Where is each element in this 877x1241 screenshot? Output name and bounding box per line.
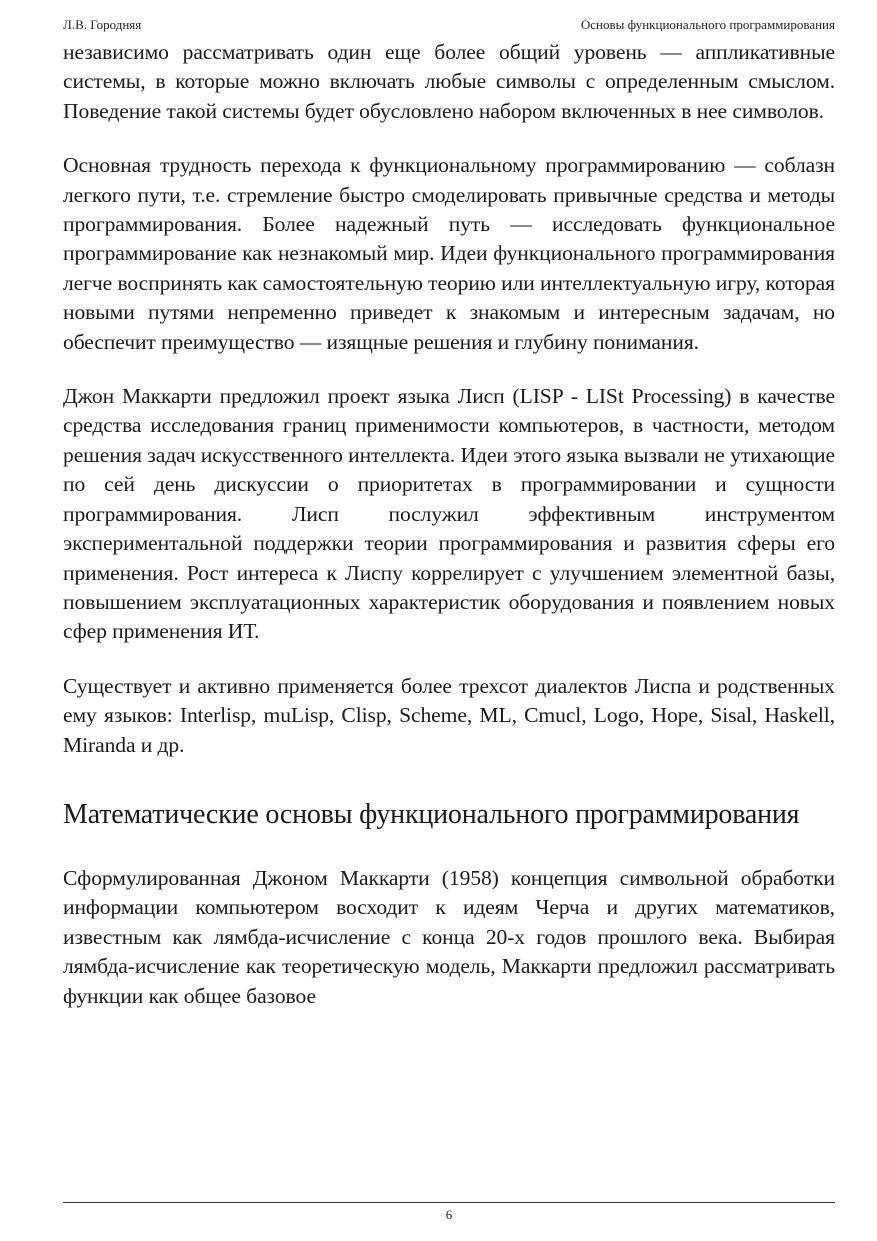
paragraph-3: Джон Маккарти предложил проект языка Лисп (LISP - LISt Processing) в качестве средства исследования границ применимости компьютеров, в частности, методом решения задач искусственного интеллекта. Идеи этого языка вызвали не утихающие по сей день дискуссии о приоритетах в программировании и сущности программирования. Лисп послужил эффективным инструментом экспериментальной поддержки теории программирования и развития сферы его применения. Рост интереса к Лиспу коррелирует с улучшением элементной базы, повышением эксплуатационных характеристик оборудования и появлением новых сфер применения ИТ. [63,384,835,644]
section-heading: Математические основы функционального программирования [63,798,800,830]
paragraph-2: Основная трудность перехода к функциональному программированию — соблазн легкого пути, т.е. стремление быстро смоделировать привычные средства и методы программирования. Более надежный путь — исследовать функциональное программирование как незнакомый мир. Идеи функционального программирования легче воспринять как самостоятельную теорию или интеллектуальную игру, которая новыми путями непременно приведет к знакомым и интересным задачам, но обеспечит преимущество — изящные решения и глубину понимания. [63,153,835,354]
header-author: Л.В. Городняя [63,17,142,32]
document-page [63,0,835,1241]
paragraph-1: независимо рассматривать один еще более общий уровень — аппликативные системы, в которые можно включать любые символы с определенным смыслом. Поведение такой системы будет обусловлено набором включенных в нее символов. [63,40,835,123]
paragraph-4: Существует и активно применяется более трехсот диалектов Лиспа и родственных ему языков: Interlisp, muLisp, Clisp, Scheme, ML, Cmucl, Logo, Hope, Sisal, Haskell, Miranda и др. [63,673,835,757]
running-header [63,16,835,34]
page-content [63,38,835,1011]
section-paragraph: Сформулированная Джоном Маккарти (1958) концепция символьной обработки информации компьютером восходит к идеям Черча и других математиков, известным как лямбда-исчисление с конца 20-х годов прошлого века. Выбирая лямбда-исчисление как теоретическую модель, Маккарти предложил рассматривать функции как общее базовое [63,865,835,1008]
footer-divider [63,1202,835,1203]
page-number: 6 [445,1207,453,1222]
header-title: Основы функционального программирования [580,17,835,32]
